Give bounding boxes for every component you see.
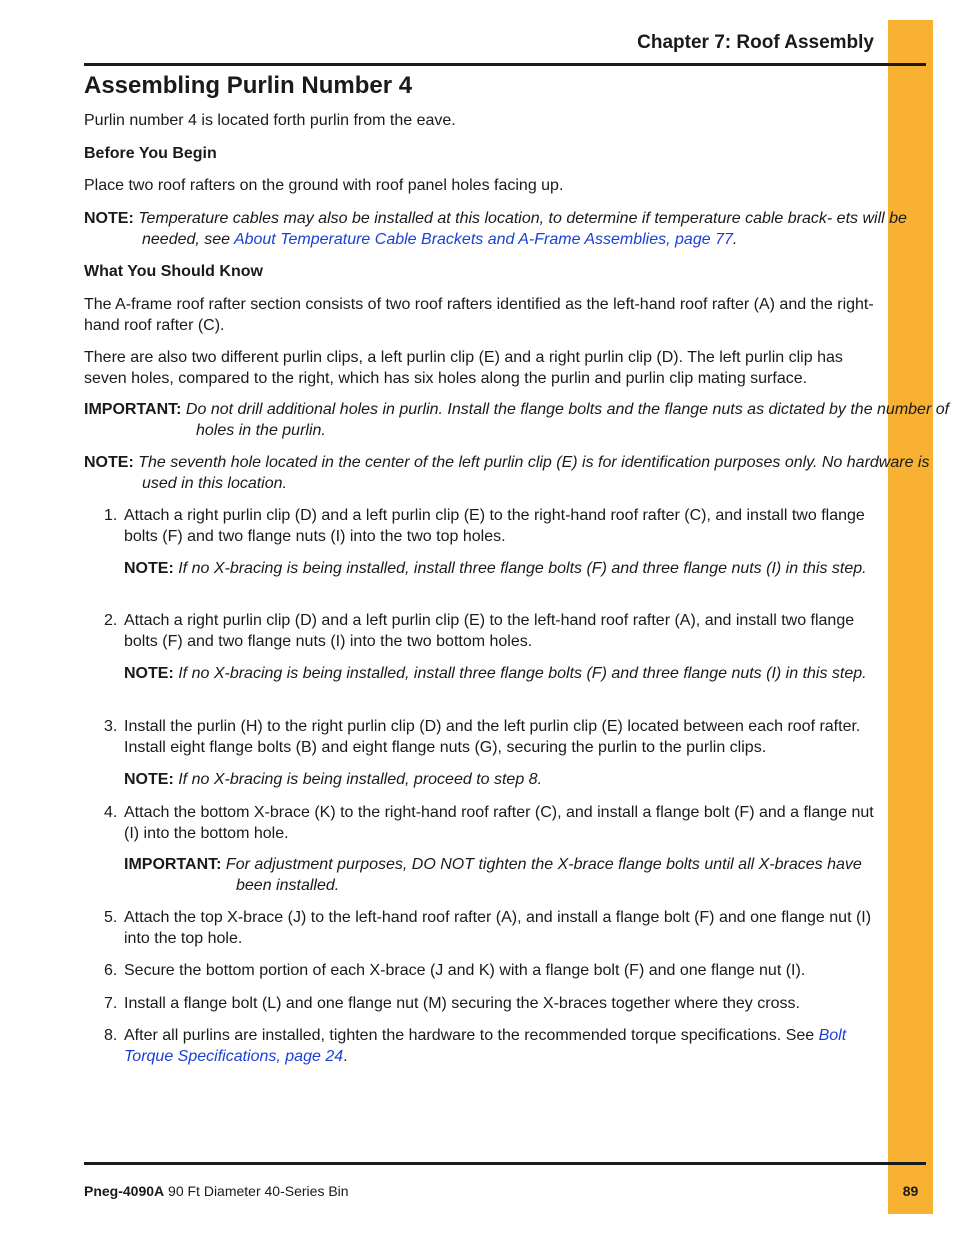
step-6 [84,961,876,982]
intro-paragraph: Purlin number 4 is located forth purlin from the eave. [84,112,456,129]
important-label: IMPORTANT: [124,856,222,873]
page-title: Assembling Purlin Number 4 [84,72,413,99]
step-text: Install the purlin (H) to the right purlin clip (D) and the left purlin clip (E) located between each roof rafter. Install eight flange bolts (B) and eight flange nuts (G), securing the purlin to the purlin clips. [124,718,861,756]
page-number: 89 [902,1183,919,1199]
bolt-torque-link[interactable]: Bolt Torque Specifications, page 24 [124,1027,847,1065]
know-important [84,400,954,441]
before-heading: Before You Begin [84,145,217,162]
footer-rule [84,1162,926,1165]
step-number: 6. [104,962,118,979]
chapter-header: Chapter 7: Roof Assembly [637,32,874,53]
before-note [84,209,934,250]
note-label: NOTE: [84,454,134,471]
step-text [124,1026,876,1067]
note-text: If no X-bracing is being installed, install three flange bolts (F) and three flange nuts (I) in this step. [178,665,867,682]
step-text-body: After all purlins are installed, tighten the hardware to the recommended torque specifications. See [124,1027,819,1044]
step-text: Install a flange bolt (L) and one flange nut (M) securing the X-braces together where they cross. [124,995,800,1012]
temperature-cable-link[interactable]: About Temperature Cable Brackets and A-Frame Assemblies, page 77 [233,230,733,248]
note-text: The seventh hole located in the center of the left purlin clip (E) is for identification purposes only. No hardware is used in this location. [138,454,930,492]
note-label: NOTE: [124,771,174,788]
step-2-note [124,664,876,685]
step-text: Attach the bottom X-brace (K) to the right-hand roof rafter (C), and install a flange bolt (F) and a flange nut (I) into the bottom hole. [124,804,874,842]
important-text: Do not drill additional holes in purlin. Install the flange bolts and the flange nuts as dictated by the number of holes in the purlin. [185,401,950,439]
note-text: Temperature cables may also be installed at this location, to determine if temperature cable brack- ets will be needed, see [138,210,907,248]
doc-title: 90 Ft Diameter 40-Series Bin [168,1183,349,1199]
step-number: 8. [104,1027,118,1044]
note-label: NOTE: [124,665,174,682]
step-number: 3. [104,718,118,735]
important-label: IMPORTANT: [84,401,182,418]
step-number: 2. [104,612,118,629]
step-text-end: . [343,1047,348,1065]
note-label: NOTE: [124,560,174,577]
chapter-tab [888,20,933,1214]
before-paragraph: Place two roof rafters on the ground with roof panel holes facing up. [84,177,564,194]
doc-id: Pneg-4090A [84,1183,165,1199]
know-heading: What You Should Know [84,263,263,280]
note-end: . [732,230,738,248]
step-4-important [124,855,876,896]
header-rule [84,63,926,66]
step-number: 5. [104,909,118,926]
step-3-note [124,770,876,791]
know-paragraph-2: There are also two different purlin clips, a left purlin clip (E) and a right purlin clip (D). The left purlin clip has seven holes, compared to the right, which has six holes along the purlin and purlin clip mating surface. [84,349,843,387]
step-text: Attach a right purlin clip (D) and a left purlin clip (E) to the left-hand roof rafter (A), and install two flange bolts (F) and two flange nuts (I) into the two bottom holes. [124,612,855,650]
know-note [84,453,934,494]
note-text: If no X-bracing is being installed, proceed to step 8. [178,771,543,788]
step-1-note [124,559,876,580]
step-7 [84,994,876,1015]
step-1 [84,506,876,547]
important-text: For adjustment purposes, DO NOT tighten the X-brace flange bolts until all X-braces have been installed. [225,856,862,894]
step-number: 1. [104,507,118,524]
step-number: 4. [104,804,118,821]
step-text: Secure the bottom portion of each X-brace (J and K) with a flange bolt (F) and one flange nut (I). [124,962,806,979]
step-text: Attach the top X-brace (J) to the left-hand roof rafter (A), and install a flange bolt (F) and one flange nut (I) into the top hole. [124,909,872,947]
note-label: NOTE: [84,210,134,227]
step-3 [84,717,876,758]
step-text: Attach a right purlin clip (D) and a left purlin clip (E) to the right-hand roof rafter (C), and install two flange bolts (F) and two flange nuts (I) into the two top holes. [124,507,865,545]
note-text: If no X-bracing is being installed, install three flange bolts (F) and three flange nuts (I) in this step. [178,560,867,577]
step-number: 7. [104,995,118,1012]
step-4 [84,803,876,844]
know-paragraph-1: The A-frame roof rafter section consists of two roof rafters identified as the left-hand roof rafter (A) and the right-hand roof rafter (C). [84,296,874,334]
step-5 [84,908,876,949]
step-8 [84,1026,876,1067]
footer [84,1183,349,1199]
step-2 [84,611,876,652]
